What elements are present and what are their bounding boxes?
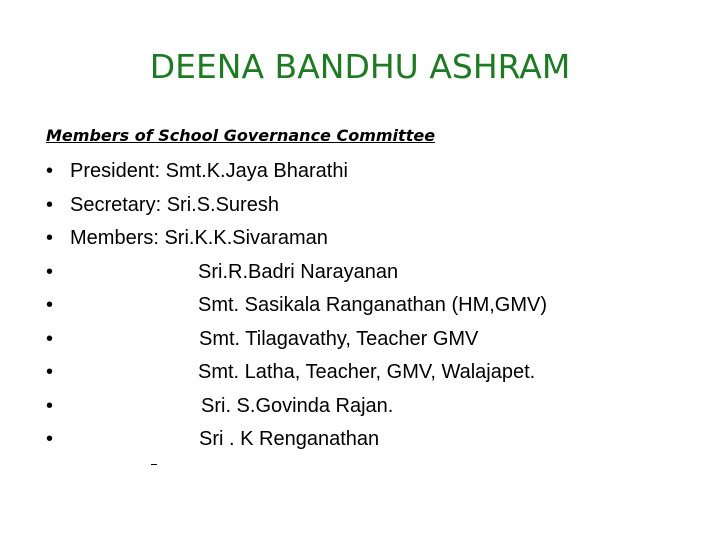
- bullet-icon: •: [46, 193, 54, 216]
- member-text: Members: Sri.K.K.Sivaraman: [70, 227, 328, 250]
- page-title: DEENA BANDHU ASHRAM: [149, 47, 571, 86]
- stray-dash-mark: [151, 464, 157, 465]
- member-text: Smt. Latha, Teacher, GMV, Walajapet.: [198, 361, 536, 384]
- member-text: Secretary: Sri.S.Suresh: [70, 193, 279, 216]
- member-text: Sri . K Renganathan: [199, 428, 380, 451]
- section-heading: Members of School Governance Committee: [46, 126, 436, 145]
- bullet-icon: •: [46, 327, 54, 350]
- bullet-icon: •: [46, 361, 54, 384]
- list-item: [46, 289, 706, 323]
- list-item: [46, 189, 706, 223]
- member-text: President: Smt.K.Jaya Bharathi: [70, 160, 348, 183]
- member-text: Smt. Sasikala Ranganathan (HM,GMV): [198, 294, 548, 317]
- list-item: [46, 356, 706, 390]
- member-text: Sri.R.Badri Narayanan: [198, 260, 399, 283]
- list-item: [46, 423, 706, 457]
- list-item: [46, 222, 706, 256]
- bullet-icon: •: [46, 260, 54, 283]
- list-item: [46, 323, 706, 357]
- member-text: Smt. Tilagavathy, Teacher GMV: [199, 327, 479, 350]
- list-item: [46, 155, 706, 189]
- member-text: Sri. S.Govinda Rajan.: [201, 394, 394, 417]
- committee-members-list: [46, 155, 706, 457]
- bullet-icon: •: [46, 160, 54, 183]
- bullet-icon: •: [46, 227, 54, 250]
- bullet-icon: •: [46, 294, 54, 317]
- bullet-icon: •: [46, 428, 54, 451]
- bullet-icon: •: [46, 394, 54, 417]
- list-item: [46, 256, 706, 290]
- list-item: [46, 390, 706, 424]
